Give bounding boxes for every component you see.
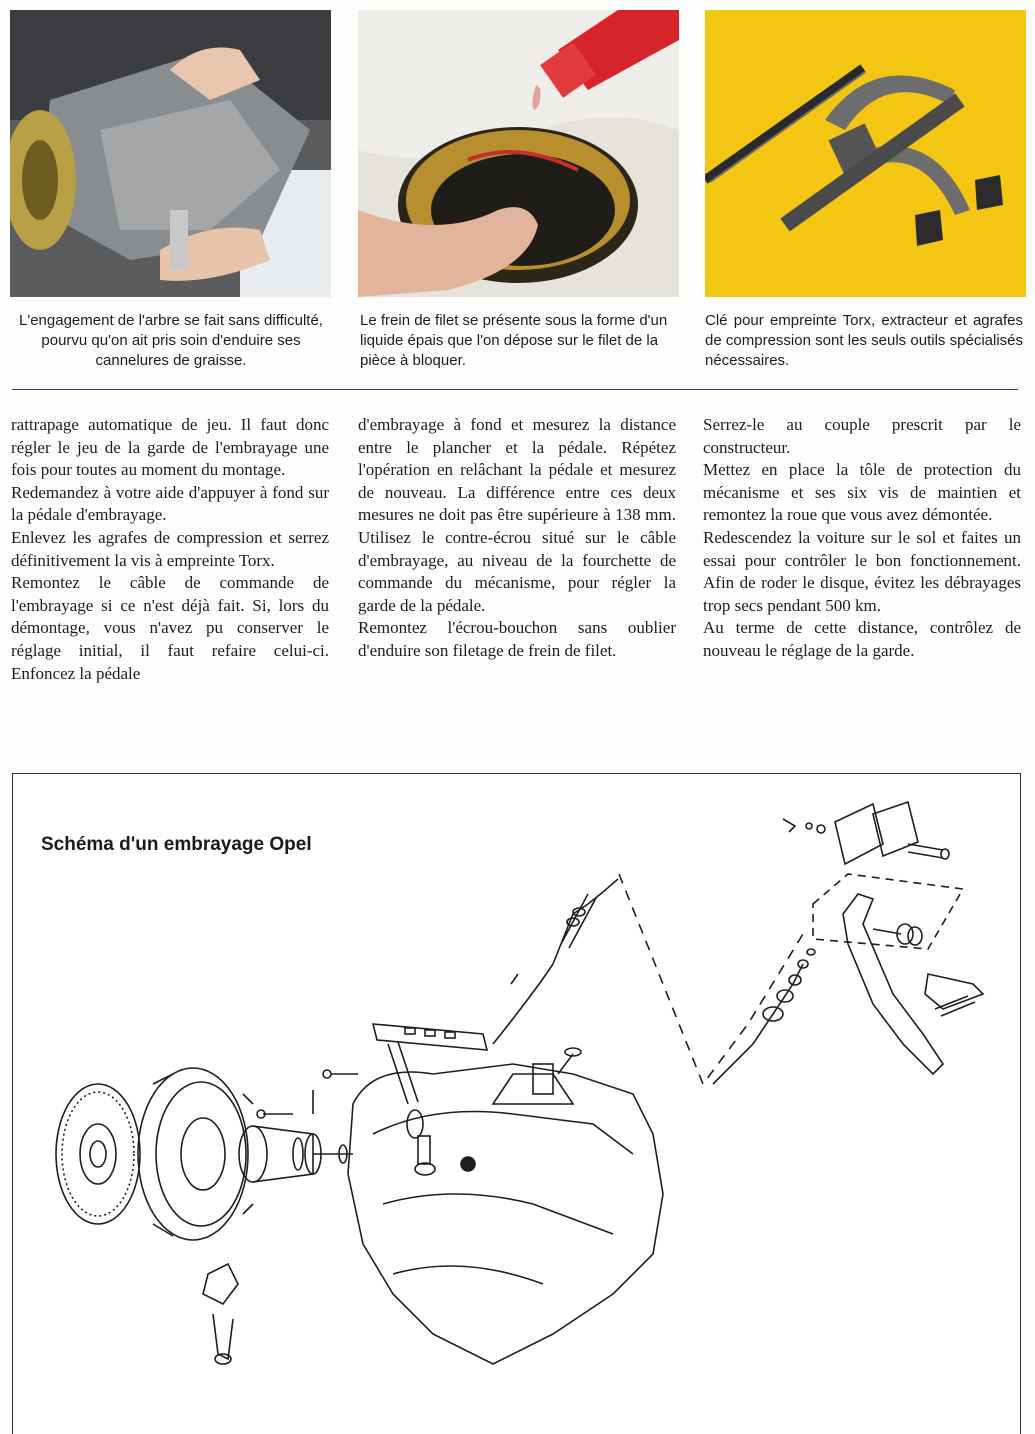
paragraph: Au terme de cette distance, contrôlez de nouveau le réglage de la garde. (703, 618, 1021, 660)
pressure-plate (138, 1068, 253, 1240)
paragraph: Remontez le câble de commande de l'embrayage si ce n'est déjà fait. Si, lors du démontage, vous n'avez pu conserver le réglage initial, il faut refaire celui-ci. Enfoncez la pédale (11, 573, 329, 683)
clutch-diagram-frame (12, 773, 1021, 1434)
diagram-title: Schéma d'un embrayage Opel (41, 834, 312, 855)
pedal-bracket (813, 874, 963, 949)
photo-special-tools (705, 10, 1026, 297)
photo-thread-lock (358, 10, 679, 297)
release-fork (203, 1264, 238, 1364)
text-column-1 (11, 414, 329, 685)
pedal-cable-end (713, 949, 815, 1084)
text-column-2 (358, 414, 676, 663)
paragraph: rattrapage automatique de jeu. Il faut donc régler le jeu de la garde de l'embrayage une fois pour toutes au moment du montage. (11, 415, 329, 480)
paragraph: d'embrayage à fond et mesurez la distance entre le plancher et la pédale. Répétez l'opération en relâchant la pédale et mesurez de nouveau. La différence entre ces deux mesures ne doit pas être supérieure à 138 mm. Utilisez le contre-écrou situé sur le câble d'embrayage, au niveau de la fourchette de commande du mécanisme, pour régler la garde de la pédale. (358, 415, 676, 615)
paragraph: Serrez-le au couple prescrit par le constructeur. (703, 415, 1021, 457)
gearbox-housing (348, 1048, 663, 1364)
paragraph: Mettez en place la tôle de protection du mécanisme et ses six vis de maintien et remontez la roue que vous avez démontée. (703, 460, 1021, 525)
clutch-exploded-diagram (13, 774, 1020, 1414)
caption-thread-lock: Le frein de filet se présente sous la forme d'un liquide épais que l'on dépose sur le filet de la pièce à bloquer. (360, 312, 668, 369)
text-column-3 (703, 414, 1021, 663)
cable-routing-line (619, 874, 803, 1084)
pedal-pivot (783, 802, 949, 864)
photo-gearbox-shaft (10, 10, 331, 297)
clutch-cable (493, 879, 618, 1044)
section-divider (12, 389, 1018, 390)
clutch-disc (56, 1084, 140, 1224)
clutch-lever (373, 1024, 487, 1175)
caption-gearbox-shaft: L'engagement de l'arbre se fait sans difficulté, pourvu qu'on ait pris soin d'enduire ses cannelures de graisse. (19, 312, 323, 369)
paragraph: Redemandez à votre aide d'appuyer à fond sur la pédale d'embrayage. (11, 482, 329, 525)
clutch-pedal (843, 894, 983, 1074)
bolts (257, 1070, 358, 1118)
paragraph: Remontez l'écrou-bouchon sans oublier d'enduire son filetage de frein de filet. (358, 618, 676, 660)
caption-special-tools: Clé pour empreinte Torx, extracteur et agrafes de compression sont les seuls outils spécialisés nécessaires. (705, 312, 1023, 369)
paragraph: Enlevez les agrafes de compression et serrez définitivement la vis à empreinte Torx. (11, 527, 329, 570)
paragraph: Redescendez la voiture sur le sol et faites un essai pour contrôler le bon fonctionnement. Afin de roder le disque, évitez les débrayages trop secs pendant 500 km. (703, 527, 1021, 615)
release-bearing (239, 1126, 353, 1182)
